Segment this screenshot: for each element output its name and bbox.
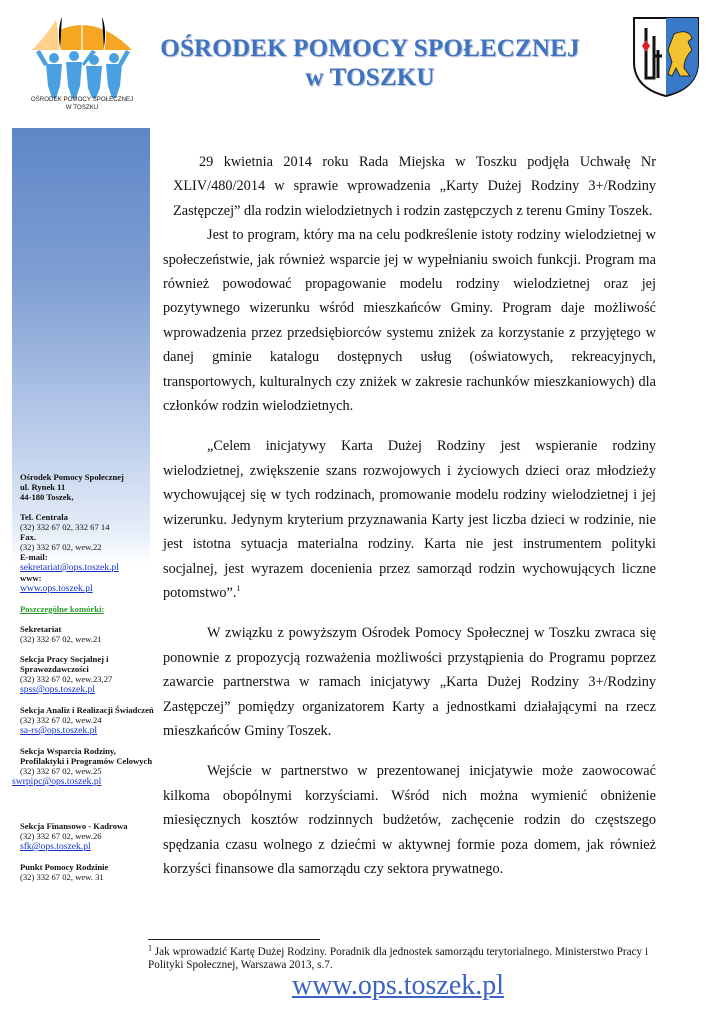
unit-email-link[interactable]: spss@ops.toszek.pl [20, 684, 95, 695]
unit-wsparcia [12, 746, 155, 787]
www-label: www: [20, 573, 42, 583]
unit-phone: (32) 332 67 02, wew.21 [20, 634, 102, 644]
paragraph: 29 kwietnia 2014 roku Rada Miejska w Toszku podjęła Uchwałę Nr XLIV/480/2014 w sprawie wprowadzenia „Karty Dużej Rodziny 3+/Rodziny Zastępczej” dla rodzin wielodzietnych i rodzin zastępczych z terenu Gminy Toszek. [173, 154, 656, 219]
paragraph: Jest to program, który ma na celu podkreślenie istoty rodziny wielodzietnej w społeczeństwie, jak również wsparcie jej w wypełnianiu swoich funkcji. Program ma również powodować propagowanie modelu rodziny wielodzietnej oraz jej pozytywnego wizerunku wśród mieszkańców Gminy. Program daje możliwość wprowadzenia przez przedsiębiorców systemu zniżek za korzystanie z przyjętego w danej gminie katalogu dostępnych usług (oświatowych, rekreacyjnych, transportowych, kulturalnych czy zniżek w zakresie rachunków mieszkaniowych) dla członków rodzin wielodzietnych. [163, 227, 656, 415]
footnote-number: 1 [148, 943, 152, 953]
footnote-mark[interactable]: 1 [236, 584, 241, 594]
quote-text: „Celem inicjatywy Karta Dużej Rodziny jest wspieranie rodziny wielodzietnej, zwiększenie szans rozwojowych i życiowych dzieci oraz młodzieży wychowującej się w tych rodzinach, promowanie modelu rodziny wielodzietnej i jej wizerunku. Jedynym kryterium przyznawania Karty jest liczba dzieci w rodzinie, nie jest istotna sytuacja materialna rodziny. Karta nie jest instrumentem polityki socjalnej, jest wyrazem docenienia przez samorząd rodzin wychowujących liczne potomstwo”. [163, 438, 656, 601]
contact-sidebar [12, 472, 155, 882]
fax-label: Fax. [20, 532, 36, 542]
unit-email-link[interactable]: sfk@ops.toszek.pl [20, 841, 91, 852]
paragraph: Wejście w partnerstwo w prezentowanej inicjatywie może zaowocować kilkoma obopólnymi korzyściami. Wśród nich można wymienić obniżenie miesięcznych kosztów rodzinnych budżetów, zachęcenie rodzin do częstszego spędzania czasu wolnego z dziećmi w aktywnej formie poza domem, jak również korzyści finansowe dla samorządu czy sektora prywatnego. [163, 763, 656, 877]
letterhead [0, 0, 725, 128]
unit-email-link[interactable]: swrpipc@ops.toszek.pl [12, 776, 102, 787]
unit-name: Sekretariat [20, 624, 62, 634]
unit-phone: (32) 332 67 02, wew.25 [20, 766, 102, 776]
unit-punkt-pomocy [20, 862, 155, 882]
letter-body [163, 150, 656, 881]
unit-name: Sekcja Analiz i Realizacji Świadczeń [20, 705, 154, 715]
page-title [140, 34, 600, 92]
unit-analiz [20, 705, 155, 736]
unit-praca-socjalna [20, 654, 155, 695]
footnote-divider [148, 939, 320, 940]
title-line2: w TOSZKU [305, 64, 435, 91]
tel-label: Tel. Centrala [20, 512, 68, 522]
unit-phone: (32) 332 67 02, wew.23,27 [20, 674, 113, 684]
unit-sekretariat [20, 624, 155, 644]
website-link[interactable]: www.ops.toszek.pl [291, 970, 505, 1001]
unit-phone: (32) 332 67 02, wew.24 [20, 715, 102, 725]
unit-name: Sekcja Finansowo - Kadrowa [20, 821, 128, 831]
unit-phone: (32) 332 67 02, wew. 31 [20, 872, 104, 882]
unit-email-link[interactable]: sa-rs@ops.toszek.pl [20, 725, 98, 736]
fax-value: (32) 332 67 02, wew.22 [20, 542, 102, 552]
footnote [148, 943, 668, 972]
logo-caption-line2: W TOSZKU [65, 104, 99, 111]
org-street: ul. Rynek 11 [20, 482, 66, 492]
org-name: Ośrodek Pomocy Społecznej [20, 472, 124, 482]
paragraph-quote [163, 434, 656, 605]
email-link[interactable]: sekretariat@ops.toszek.pl [20, 562, 119, 573]
title-line1: OŚRODEK POMOCY SPOŁECZNEJ [160, 35, 580, 62]
logo-caption [26, 96, 138, 112]
www-link[interactable]: www.ops.toszek.pl [20, 583, 93, 594]
unit-phone: (32) 332 67 02, wew.26 [20, 831, 102, 841]
org-city: 44-180 Toszek, [20, 492, 74, 502]
unit-name: Sekcja Pracy Socjalnej i Sprawozdawczości [20, 654, 109, 674]
unit-name: Punkt Pomocy Rodzinie [20, 862, 109, 872]
logo-caption-line1: OŚRODEK POMOCY SPOŁECZNEJ [30, 96, 134, 103]
tel-value: (32) 332 67 02, 332 67 14 [20, 522, 110, 532]
email-label: E-mail: [20, 552, 48, 562]
footnote-text: Jak wprowadzić Kartę Dużej Rodziny. Poradnik dla jednostek samorządu terytorialnego. Ministerstwo Pracy i Polityki Społecznej, Warszawa 2013, s.7. [148, 946, 649, 971]
paragraph: W związku z powyższym Ośrodek Pomocy Społecznej w Toszku zwraca się ponownie z propozycją rozważenia możliwości przystąpienia do Programu poprzez zawarcie partnerstwa w ramach inicjatywy „Karta Dużej Rodziny 3+/Rodziny Zastępczej” pomiędzy organizatorem Karty a jednostkami działającymi na rzecz mieszkańców Gminy Toszek. [163, 625, 656, 739]
units-heading: Poszczególne komórki: [20, 604, 105, 614]
coat-of-arms-icon [632, 16, 700, 98]
unit-finansowo-kadrowa [20, 821, 155, 852]
unit-name: Sekcja Wsparcia Rodziny, Profilaktyki i Programów Celowych [20, 746, 153, 766]
